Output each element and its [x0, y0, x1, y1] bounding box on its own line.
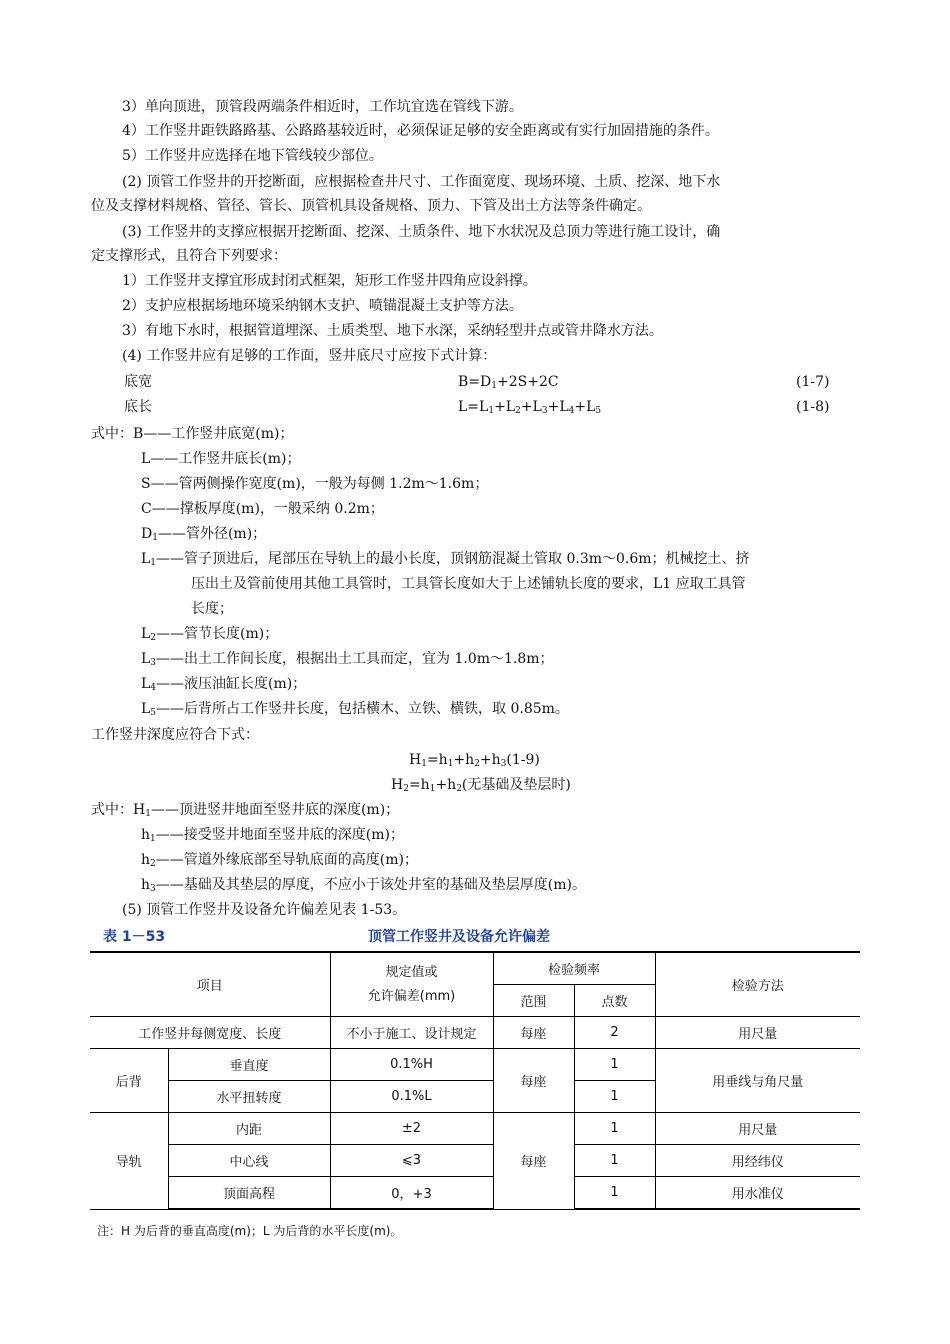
paragraph: (2) 顶管工作竖井的开挖断面，应根据检查井尺寸、工作面宽度、现场环境、土质、挖深、地下水: [122, 174, 721, 190]
definition: $h_1——$接受竖井地面至竖井底的深度(m)；: [141, 827, 404, 844]
formula-number: (1-8): [796, 399, 830, 415]
cell-points: 1: [574, 1145, 655, 1177]
table-number: 表 1－53: [103, 929, 166, 945]
paragraph: 5）工作竖井应选择在地下管线较少部位。: [122, 148, 383, 164]
definition: $L_3——$出土工作间长度，根据出土工具而定，宜为 1.0m～1.8m；: [141, 651, 554, 668]
cell-method: 用水准仪: [655, 1177, 860, 1210]
paragraph: 工作竖井深度应符合下式：: [91, 727, 259, 743]
cell-points: 1: [574, 1049, 655, 1081]
table-title: 顶管工作竖井及设备允许偏差: [368, 929, 550, 945]
cell-item: 工作竖井每侧宽度、长度: [90, 1017, 330, 1049]
table-row: [90, 1049, 860, 1081]
formula-number: (1-7): [796, 374, 830, 390]
definition: $h_3——$基础及其垫层的厚度，不应小于该处井室的基础及垫层厚度(m)。: [141, 877, 586, 894]
definition: $h_2——$管道外缘底部至导轨底面的高度(m)；: [141, 852, 418, 869]
header-range: 范围: [493, 985, 574, 1017]
table-row: [90, 1177, 860, 1210]
cell-points: 1: [574, 1177, 655, 1210]
table-note: 注：H 为后背的垂直高度(m)；L 为后背的水平长度(m)。: [97, 1224, 403, 1238]
definition: S——管两侧操作宽度(m)，一般为每侧 1.2m～1.6m；: [141, 476, 489, 492]
definition-continued: 长度；: [191, 601, 233, 617]
cell-item: 水平扭转度: [168, 1081, 330, 1113]
tolerance-table: [90, 951, 860, 1210]
cell-value: 0.1%H: [330, 1049, 493, 1081]
paragraph: 位及支撑材料规格、管径、管长、顶管机具设备规格、顶力、下管及出土方法等条件确定。: [91, 198, 651, 214]
definition: 式中：B——工作竖井底宽(m)；: [91, 426, 294, 442]
formula-equation: $H_1=h_1+h_2+h_3(1-9)$: [409, 752, 540, 769]
paragraph: (4) 工作竖井应有足够的工作面，竖井底尺寸应按下式计算：: [122, 348, 497, 364]
header-frequency: 检验频率: [493, 952, 655, 985]
cell-points: 1: [574, 1113, 655, 1145]
table-header-row: [90, 952, 860, 985]
cell-item: 中心线: [168, 1145, 330, 1177]
paragraph: 2）支护应根据场地环境采纳钢木支护、喷锚混凝土支护等方法。: [122, 298, 523, 314]
definition: L——工作竖井底长(m)；: [141, 451, 301, 467]
cell-method: 用尺量: [655, 1017, 860, 1049]
formula-label: 底宽: [124, 374, 152, 390]
definition: $L_1——$管子顶进后，尾部压在导轨上的最小长度，顶钢筋混凝土管取 0.3m～0.6m；机械挖土、挤: [141, 551, 750, 568]
cell-range: 每座: [493, 1017, 574, 1049]
paragraph: (5) 顶管工作竖井及设备允许偏差见表 1-53。: [122, 902, 407, 918]
cell-item: 内距: [168, 1113, 330, 1145]
header-points: 点数: [574, 985, 655, 1017]
definition-continued: 压出土及管前使用其他工具管时，工具管长度如大于上述铺轨长度的要求，L1 应取工具管: [191, 576, 746, 592]
paragraph: 3）有地下水时，根据管道埋深、土质类型、地下水深，采纳轻型井点或管井降水方法。: [122, 323, 663, 339]
table-row: [90, 1113, 860, 1145]
header-value: 规定值或 允许偏差(mm): [330, 952, 493, 1017]
cell-method: 用经纬仪: [655, 1145, 860, 1177]
cell-method: 用尺量: [655, 1113, 860, 1145]
formula-equation: $L=L_1+L_2+L_3+L_4+L_5$: [458, 399, 602, 416]
header-item: 项目: [90, 952, 330, 1017]
definition: 式中：$H_1——$顶进竖井地面至竖井底的深度(m)；: [91, 802, 400, 819]
cell-item: 垂直度: [168, 1049, 330, 1081]
cell-points: 2: [574, 1017, 655, 1049]
formula-equation: $H_2=h_1+h_2$(无基础及垫层时): [391, 777, 571, 794]
formula-label: 底长: [124, 399, 152, 415]
header-method: 检验方法: [655, 952, 860, 1017]
paragraph: 3）单向顶进，顶管段两端条件相近时，工作坑宜选在管线下游。: [122, 99, 523, 115]
cell-range: 每座: [493, 1049, 574, 1113]
paragraph: 1）工作竖井支撑宜形成封闭式框架，矩形工作竖井四角应设斜撑。: [122, 273, 537, 289]
cell-value: ±2: [330, 1113, 493, 1145]
definition: $L_5——$后背所占工作竖井长度，包括横木、立铁、横铁，取 0.85m。: [141, 701, 569, 718]
paragraph: 定支撑形式，且符合下列要求：: [91, 248, 287, 264]
definition: $L_2——$管节长度(m)；: [141, 626, 279, 643]
cell-range: 每座: [493, 1113, 574, 1210]
cell-item: 顶面高程: [168, 1177, 330, 1210]
cell-value: 不小于施工、设计规定: [330, 1017, 493, 1049]
table-row: [90, 1017, 860, 1049]
cell-points: 1: [574, 1081, 655, 1113]
definition: $L_4——$液压油缸长度(m)；: [141, 676, 307, 693]
cell-value: 0，+3: [330, 1177, 493, 1210]
formula-equation: $B=D_1+2S+2C$: [458, 374, 559, 391]
cell-method: 用垂线与角尺量: [655, 1049, 860, 1113]
paragraph: (3) 工作竖井的支撑应根据开挖断面、挖深、土质条件、地下水状况及总顶力等进行施工设计，确: [122, 224, 721, 240]
cell-group: 后背: [90, 1049, 168, 1113]
definition: $D_1——$管外径(m)；: [141, 526, 267, 543]
table-row: [90, 1145, 860, 1177]
cell-group: 导轨: [90, 1113, 168, 1210]
cell-value: 0.1%L: [330, 1081, 493, 1113]
definition: C——撑板厚度(m)，一般采纳 0.2m；: [141, 501, 384, 517]
cell-value: ⩽3: [330, 1145, 493, 1177]
paragraph: 4）工作竖井距铁路路基、公路路基较近时，必须保证足够的安全距离或有实行加固措施的条件。: [122, 123, 719, 139]
